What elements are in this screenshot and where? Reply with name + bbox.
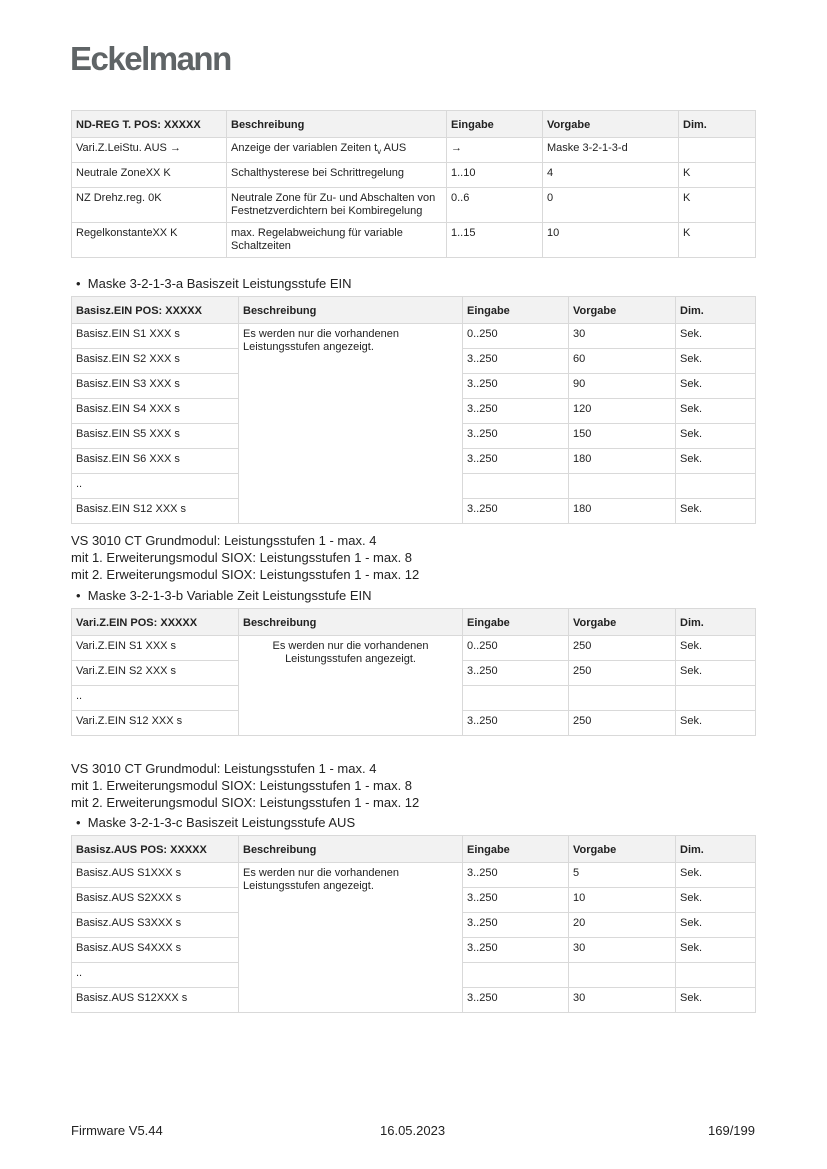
cell: Sek. — [676, 349, 756, 374]
cell: 3..250 — [463, 888, 569, 913]
cell: Schalthysterese bei Schrittregelung — [227, 163, 447, 188]
cell: Basisz.EIN S1 XXX s — [72, 324, 239, 349]
cell: Anzeige der variablen Zeiten $t_v$ AUS — [227, 138, 447, 163]
cell — [676, 474, 756, 499]
cell: 3..250 — [463, 863, 569, 888]
col-header: Beschreibung — [227, 111, 447, 138]
footer-page-number: 169/199 — [708, 1123, 755, 1138]
cell: 0..250 — [463, 636, 569, 661]
cell: Basisz.EIN S6 XXX s — [72, 449, 239, 474]
cell: 3..250 — [463, 913, 569, 938]
cell: Vari.Z.LeiStu. AUS → — [72, 138, 227, 163]
col-header: Eingabe — [463, 297, 569, 324]
cell: 10 — [543, 223, 679, 258]
cell: 3..250 — [463, 424, 569, 449]
cell: K — [679, 163, 756, 188]
basisz-aus-table — [71, 835, 756, 1013]
cell: 0..6 — [447, 188, 543, 223]
col-header: Beschreibung — [239, 836, 463, 863]
cell: Basisz.EIN S2 XXX s — [72, 349, 239, 374]
cell: Sek. — [676, 888, 756, 913]
cell — [676, 963, 756, 988]
basisz-ein-table — [71, 296, 756, 524]
cell: Basisz.EIN S3 XXX s — [72, 374, 239, 399]
cell — [676, 686, 756, 711]
cell: 3..250 — [463, 449, 569, 474]
cell: Basisz.AUS S12XXX s — [72, 988, 239, 1013]
table-row — [72, 324, 756, 349]
cell — [569, 474, 676, 499]
cell: 3..250 — [463, 399, 569, 424]
cell: Sek. — [676, 863, 756, 888]
cell: 1..15 — [447, 223, 543, 258]
cell: Sek. — [676, 913, 756, 938]
cell: Sek. — [676, 399, 756, 424]
cell: Sek. — [676, 449, 756, 474]
cell: 20 — [569, 913, 676, 938]
cell: Sek. — [676, 499, 756, 524]
cell: .. — [72, 686, 239, 711]
cell: 0..250 — [463, 324, 569, 349]
cell: 10 — [569, 888, 676, 913]
bullet-heading: • Maske 3-2-1-3-c Basiszeit Leistungsstufe AUS — [76, 815, 356, 830]
cell: Vari.Z.EIN S1 XXX s — [72, 636, 239, 661]
cell: RegelkonstanteXX K — [72, 223, 227, 258]
cell: Vari.Z.EIN S2 XXX s — [72, 661, 239, 686]
cell: 3..250 — [463, 499, 569, 524]
cell — [463, 474, 569, 499]
description-cell: Es werden nur die vorhandenen Leistungsstufen angezeigt. — [239, 636, 463, 736]
col-header: Vorgabe — [569, 297, 676, 324]
table-row — [72, 138, 756, 163]
col-header: Basisz.EIN POS: XXXXX — [72, 297, 239, 324]
col-header: Eingabe — [447, 111, 543, 138]
col-header: Dim. — [679, 111, 756, 138]
cell — [569, 686, 676, 711]
description-cell: Es werden nur die vorhandenen Leistungsstufen angezeigt. — [239, 863, 463, 1013]
cell: 3..250 — [463, 374, 569, 399]
table-row — [72, 188, 756, 223]
eckelmann-logo: Eckelmann — [70, 40, 231, 77]
table-row — [72, 636, 756, 661]
cell: 0 — [543, 188, 679, 223]
table-row — [72, 223, 756, 258]
table-row — [72, 863, 756, 888]
nd-reg-table — [71, 110, 756, 258]
cell: Sek. — [676, 711, 756, 736]
bullet-heading: • Maske 3-2-1-3-a Basiszeit Leistungsstufe EIN — [76, 276, 352, 291]
cell: 150 — [569, 424, 676, 449]
col-header: Vari.Z.EIN POS: XXXXX — [72, 609, 239, 636]
col-header: Eingabe — [463, 836, 569, 863]
cell: 3..250 — [463, 988, 569, 1013]
cell — [463, 686, 569, 711]
cell: 30 — [569, 988, 676, 1013]
cell: Sek. — [676, 424, 756, 449]
cell: Basisz.AUS S3XXX s — [72, 913, 239, 938]
col-header: Vorgabe — [543, 111, 679, 138]
cell: 3..250 — [463, 938, 569, 963]
cell: → — [447, 138, 543, 163]
col-header: Beschreibung — [239, 609, 463, 636]
cell: Sek. — [676, 324, 756, 349]
cell: K — [679, 188, 756, 223]
vari-z-ein-table — [71, 608, 756, 736]
col-header: ND-REG T. POS: XXXXX — [72, 111, 227, 138]
cell: K — [679, 223, 756, 258]
cell: Basisz.AUS S4XXX s — [72, 938, 239, 963]
footer-firmware: Firmware V5.44 — [71, 1123, 163, 1138]
table-row — [72, 163, 756, 188]
cell: 180 — [569, 449, 676, 474]
cell: 60 — [569, 349, 676, 374]
cell: Basisz.AUS S1XXX s — [72, 863, 239, 888]
col-header: Vorgabe — [569, 609, 676, 636]
bullet-heading: • Maske 3-2-1-3-b Variable Zeit Leistungsstufe EIN — [76, 588, 372, 603]
cell — [679, 138, 756, 163]
cell: 5 — [569, 863, 676, 888]
cell: Basisz.EIN S4 XXX s — [72, 399, 239, 424]
cell — [463, 963, 569, 988]
cell: Sek. — [676, 988, 756, 1013]
cell: Sek. — [676, 374, 756, 399]
paragraph: VS 3010 CT Grundmodul: Leistungsstufen 1 - max. 4 mit 1. Erweiterungsmodul SIOX: Leistungsstufen 1 - max. 8 mit 2. Erweiterungsmodul SIOX: Leistungsstufen 1 - max. 12 — [71, 761, 420, 810]
col-header: Beschreibung — [239, 297, 463, 324]
cell: 1..10 — [447, 163, 543, 188]
cell: Maske 3-2-1-3-d — [543, 138, 679, 163]
cell: 3..250 — [463, 661, 569, 686]
cell: 30 — [569, 938, 676, 963]
cell: 4 — [543, 163, 679, 188]
cell: Sek. — [676, 938, 756, 963]
cell: Sek. — [676, 636, 756, 661]
cell: Basisz.AUS S2XXX s — [72, 888, 239, 913]
col-header: Dim. — [676, 836, 756, 863]
cell: Sek. — [676, 661, 756, 686]
cell: 3..250 — [463, 349, 569, 374]
cell: 250 — [569, 636, 676, 661]
cell: Vari.Z.EIN S12 XXX s — [72, 711, 239, 736]
col-header: Vorgabe — [569, 836, 676, 863]
description-cell: Es werden nur die vorhandenen Leistungsstufen angezeigt. — [239, 324, 463, 524]
cell: Neutrale Zone für Zu- und Abschalten von Festnetzverdichtern bei Kombiregelung — [227, 188, 447, 223]
col-header: Eingabe — [463, 609, 569, 636]
cell: 180 — [569, 499, 676, 524]
col-header: Dim. — [676, 297, 756, 324]
cell: 90 — [569, 374, 676, 399]
cell: .. — [72, 474, 239, 499]
cell: Basisz.EIN S5 XXX s — [72, 424, 239, 449]
cell — [569, 963, 676, 988]
paragraph: VS 3010 CT Grundmodul: Leistungsstufen 1 - max. 4 mit 1. Erweiterungsmodul SIOX: Leistungsstufen 1 - max. 8 mit 2. Erweiterungsmodul SIOX: Leistungsstufen 1 - max. 12 — [71, 533, 420, 582]
cell: NZ Drehz.reg. 0K — [72, 188, 227, 223]
col-header: Dim. — [676, 609, 756, 636]
cell: 30 — [569, 324, 676, 349]
col-header: Basisz.AUS POS: XXXXX — [72, 836, 239, 863]
cell: Neutrale ZoneXX K — [72, 163, 227, 188]
cell: 250 — [569, 711, 676, 736]
cell: Basisz.EIN S12 XXX s — [72, 499, 239, 524]
cell: 120 — [569, 399, 676, 424]
cell: max. Regelabweichung für variable Schaltzeiten — [227, 223, 447, 258]
cell: .. — [72, 963, 239, 988]
cell: 250 — [569, 661, 676, 686]
cell: 3..250 — [463, 711, 569, 736]
footer-date: 16.05.2023 — [380, 1123, 446, 1138]
